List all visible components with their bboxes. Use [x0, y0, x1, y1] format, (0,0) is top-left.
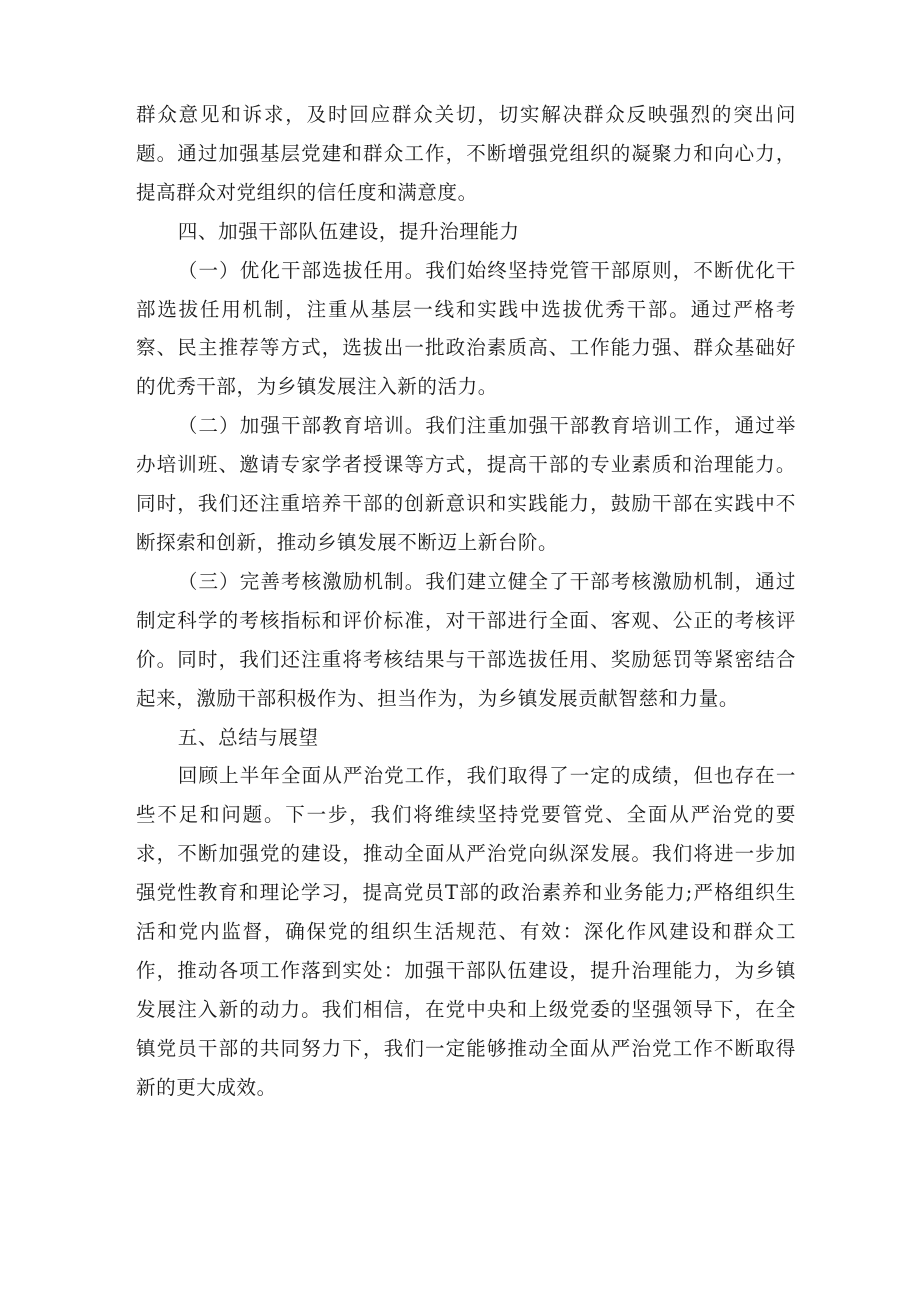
paragraph-cadre-training: （二）加强干部教育培训。我们注重加强干部教育培训工作，通过举办培训班、邀请专家学者授课等方式，提高干部的专业素质和治理能力。同时，我们还注重培养干部的创新意识和实践能力，鼓励干部在实践中不断探索和创新，推动乡镇发展不断迈上新台阶。 [136, 414, 796, 554]
section-heading-four: 四、加强干部队伍建设，提升治理能力 [177, 219, 520, 243]
paragraph-assessment-incentive: （三）完善考核激励机制。我们建立健全了干部考核激励机制，通过制定科学的考核指标和评价标准，对干部进行全面、客观、公正的考核评价。同时，我们还注重将考核结果与干部选拔任用、奖励惩罚等紧密结合起来，激励干部积极作为、担当作为，为乡镇发展贡献智慈和力量。 [136, 569, 796, 710]
paragraph-summary-outlook: 回顾上半年全面从严治党工作，我们取得了一定的成绩，但也存在一些不足和问题。下一步，我们将维续坚持党要管党、全面从严治党的要求，不断加强党的建设，推动全面从严治党向纵深发展。我们将进一步加强党性教育和理论学习，提高党员T部的政治素养和业务能力;严格组织生活和党内监督，确保党的组织生活规范、有效：深化作风建设和群众工作，推动各项工作落到实处：加强干部队伍建设，提升治理能力，为乡镇发展注入新的动力。我们相信，在党中央和上级党委的坚强领导下，在全镇党员干部的共同努力下，我们一定能够推动全面从严治党工作不断取得新的更大成效。 [136, 764, 796, 1099]
section-heading-five: 五、总结与展望 [177, 725, 319, 749]
paragraph-cadre-selection: （一）优化干部选拔任用。我们始终坚持党管干部原则，不断优化干部选拔任用机制，注重从基层一线和实践中选拔优秀干部。通过严格考察、民主推荐等方式，选拔出一批政治素质高、工作能力强、群众基础好的优秀干部，为乡镇发展注入新的活力。 [136, 258, 796, 399]
document-body [136, 96, 796, 1108]
paragraph-continued: 群众意见和诉求，及时回应群众关切，切实解决群众反映强烈的突出问题。通过加强基层党建和群众工作，不断增强党组织的凝聚力和向心力，提高群众对党组织的信任度和满意度。 [136, 103, 796, 204]
